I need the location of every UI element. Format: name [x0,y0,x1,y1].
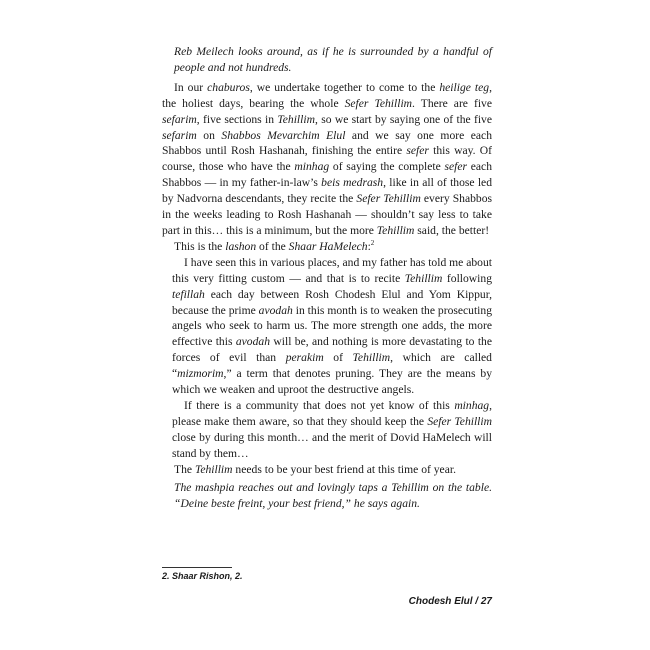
italic-term: chaburos [207,80,250,94]
italic-term: mizmorim [177,367,224,381]
italic-term: avodah [235,335,270,349]
shaar-hamelech-quote [162,255,492,462]
italic-term: perakim [285,351,324,365]
page-footer: Chodesh Elul / 27 [408,596,492,607]
italic-term: Tehillim [352,351,391,365]
italic-term: minhag [454,398,490,412]
italic-term: minhag [294,160,330,174]
best-friend-paragraph: The Tehillim needs to be your best friend at this time of year. [174,462,456,476]
italic-term: Sefer Tehillim [356,192,421,206]
italic-term: heilige teg [439,80,490,94]
italic-term: sefarim [162,112,197,126]
italic-term: Tehillim [277,112,315,126]
italic-term: Tehillim [376,223,415,237]
italic-term: Tehillim [404,271,443,285]
italic-term: beis medrash [321,176,384,190]
italic-term: Shaar HaMelech [288,239,368,253]
italic-term: lashon [225,239,257,253]
footnote-marker: 2 [370,239,375,248]
italic-term: sefer [444,160,468,174]
quote-paragraph-2: If there is a community that does not yet know of this minhag, please make them aware, so that they should keep the Sefer Tehillim close by during this month… and the merit of Dovid HaMelech will stand by them… [172,398,493,460]
chaburos-paragraph: In our chaburos, we undertake together to come to the heilige teg, the holiest days, bearing the whole Sefer Tehillim. There are five sefarim, five sections in Tehillim, so we start by saying one of the five sefarim on Shabbos Mevarchim Elul and we say one more each Shabbos until Rosh Hashanah, finishing the entire sefer this way. Of course, those who have the minhag of saying the complete sefer each Shabbos — in my father-in-law’s beis medrash, like in all of those led by Nadvorna descendants, they recite the Sefer Tehillim every Shabbos in the weeks leading to Rosh Hashanah — shouldn’t say less to take part in this… this is a minimum, but the more Tehillim said, the better! [162,80,493,237]
italic-term: Shabbos Mevarchim Elul [221,128,346,142]
body-text [162,44,492,512]
footnote: 2. Shaar Rishon, 2. [162,571,243,581]
lashon-intro-line: This is the lashon of the Shaar HaMelech:$^2$ [174,239,375,253]
italic-term: tefillah [172,287,205,301]
italic-term: Sefer Tehillim [427,414,493,428]
italic-term: avodah [258,303,293,317]
intro-italic-paragraph: Reb Meilech looks around, as if he is surrounded by a handful of people and not hundreds. [174,45,492,74]
italic-term: Sefer Tehillim [344,96,413,110]
italic-term: Tehillim [194,462,233,476]
closing-italic-paragraph: The mashpia reaches out and lovingly taps a Tehillim on the table. “Deine beste freint, your best friend,” he says again. [174,481,492,511]
italic-term: sefarim [162,128,197,142]
quote-paragraph-1: I have seen this in various places, and my father has told me about this very fitting custom — and that is to recite Tehillim following tefillah each day between Rosh Chodesh Elul and Yom Kippur, because the prime avodah in this month is to weaken the prosecuting angels who seek to harm us. The more strength one adds, the more effective this avodah will be, and nothing is more devastating to the forces of evil than perakim of Tehillim, which are called “mizmorim,” a term that denotes pruning. They are the means by which we weaken and uproot the destructive angels. [172,255,493,397]
footnote-divider [162,567,232,568]
italic-term: sefer [406,144,429,158]
